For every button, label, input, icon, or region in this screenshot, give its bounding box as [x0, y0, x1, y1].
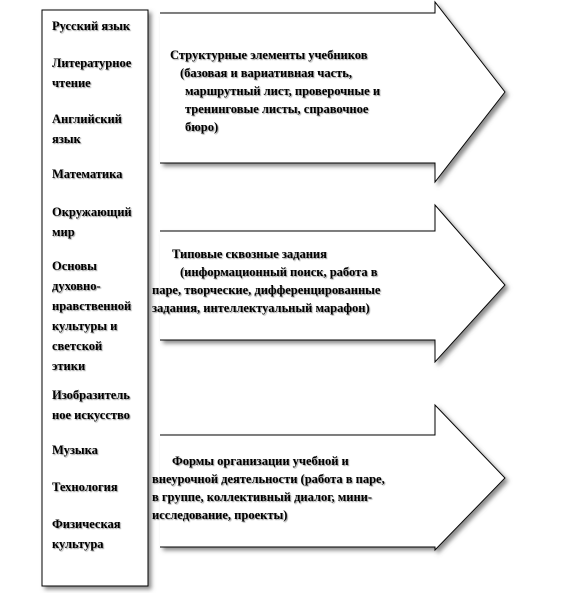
arrow-text-3 — [0, 452, 568, 524]
arrow-3-line-1: Формы организации учебной и — [172, 454, 349, 468]
subject-math: Математика — [52, 167, 123, 181]
arrow-2-line-1: Типовые сквозные задания — [172, 247, 327, 261]
arrow-3-line-4: исследование, проекты) — [152, 508, 288, 522]
subject-literary-reading: Литературное чтение — [52, 56, 132, 90]
subject-russian: Русский язык — [52, 19, 131, 33]
subject-physical-education: Физическая культура — [52, 517, 121, 551]
subject-world-around: Окружающий мир — [52, 205, 132, 239]
arrow-1-line-5: бюро) — [185, 120, 219, 134]
subject-english: Английский язык — [52, 112, 122, 146]
arrow-2-line-3: паре, творческие, дифференцированные — [152, 283, 381, 297]
arrow-1-line-1: Структурные элементы учебников — [170, 48, 368, 62]
subject-music: Музыка — [52, 443, 98, 457]
arrow-1-line-4: тренинговые листы, справочное — [185, 102, 369, 116]
arrow-2-line-2: (информационный поиск, работа в — [180, 265, 378, 279]
arrow-text-1 — [0, 46, 568, 136]
subject-religious-culture: Основы духовно- нравственной культуры и светской этики — [52, 259, 132, 373]
subject-fine-arts: Изобразитель ное искусство — [52, 388, 130, 422]
arrow-text-2 — [0, 245, 568, 317]
arrow-3-line-2: внеурочной деятельности (работа в паре, — [152, 472, 385, 486]
arrow-1-line-2: (базовая и вариативная часть, — [180, 66, 353, 80]
arrow-1-line-3: маршрутный лист, проверочные и — [185, 84, 381, 98]
arrow-2-line-4: задания, интеллектуальный марафон) — [152, 301, 370, 315]
arrow-3-line-3: в группе, коллективный диалог, мини- — [152, 490, 373, 504]
subject-technology: Технология — [52, 480, 118, 494]
